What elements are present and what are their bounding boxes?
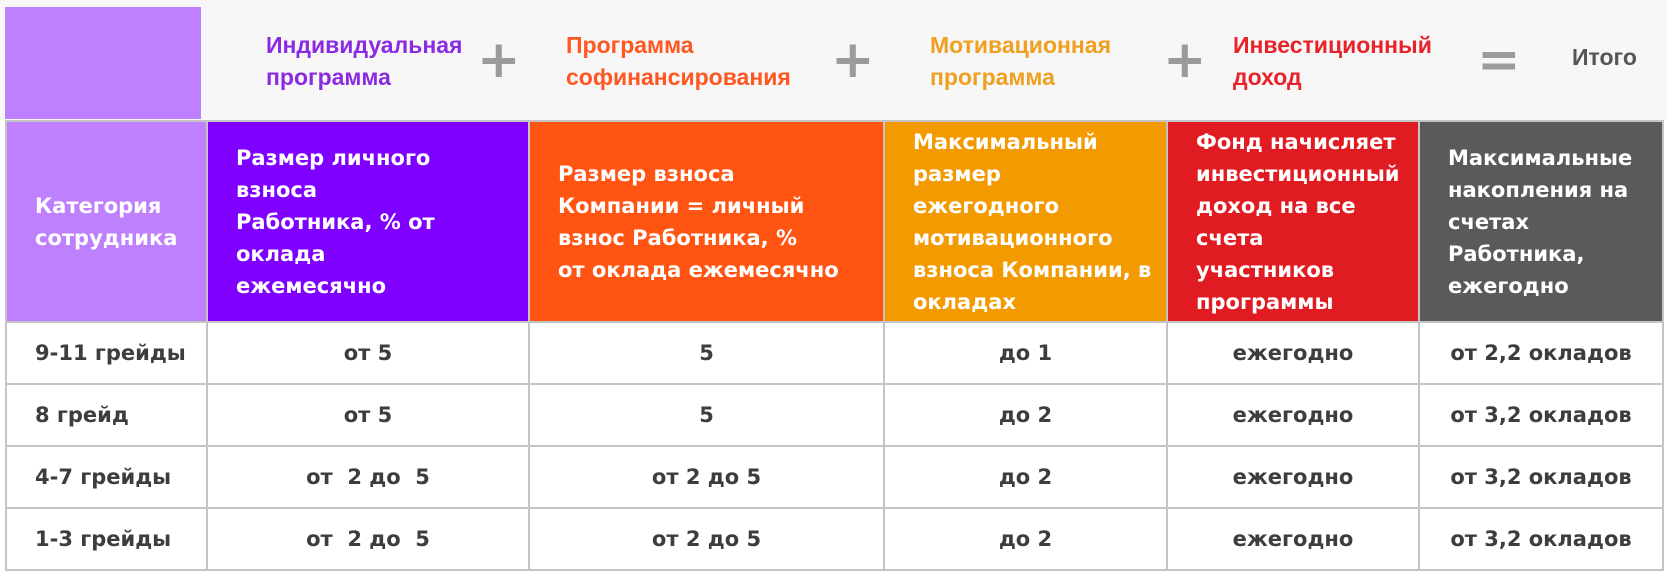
header-motivation-contribution: Максимальный размер ежегодного мотивационного взноса Компании, в окладах xyxy=(884,121,1167,322)
cell-investment-income: ежегодно xyxy=(1167,384,1419,446)
cell-personal-contribution: от 2 до 5 xyxy=(207,508,529,570)
cell-max-savings: от 3,2 окладов xyxy=(1419,508,1663,570)
cell-category: 1-3 грейды xyxy=(6,508,207,570)
cell-company-contribution: от 2 до 5 xyxy=(529,446,884,508)
table-header-row xyxy=(6,121,1663,322)
cofinancing-program-label: Программа софинансирования xyxy=(566,32,791,90)
total-label: Итого xyxy=(1572,44,1637,70)
cell-investment-income: ежегодно xyxy=(1167,508,1419,570)
plus-operator-3: + xyxy=(1163,30,1207,90)
cell-company-contribution: 5 xyxy=(529,384,884,446)
cell-motivation-contribution: до 2 xyxy=(884,508,1167,570)
cell-motivation-contribution: до 2 xyxy=(884,446,1167,508)
savings-program-table xyxy=(5,120,1664,571)
cell-category: 4-7 грейды xyxy=(6,446,207,508)
plus-operator-2: + xyxy=(831,30,875,90)
formula-header xyxy=(0,0,1667,120)
header-company-contribution: Размер взноса Компании = личный взнос Работника, % от оклада ежемесячно xyxy=(529,121,884,322)
table-row xyxy=(6,446,1663,508)
cell-category: 9-11 грейды xyxy=(6,322,207,384)
cell-max-savings: от 3,2 окладов xyxy=(1419,446,1663,508)
cell-motivation-contribution: до 1 xyxy=(884,322,1167,384)
cell-personal-contribution: от 5 xyxy=(207,384,529,446)
cell-personal-contribution: от 5 xyxy=(207,322,529,384)
cell-max-savings: от 3,2 окладов xyxy=(1419,384,1663,446)
cell-max-savings: от 2,2 окладов xyxy=(1419,322,1663,384)
cell-company-contribution: от 2 до 5 xyxy=(529,508,884,570)
table-row xyxy=(6,508,1663,570)
cell-investment-income: ежегодно xyxy=(1167,446,1419,508)
header-investment-income: Фонд начисляет инвестиционный доход на все счета участников программы xyxy=(1167,121,1419,322)
corner-block xyxy=(5,7,201,119)
cell-investment-income: ежегодно xyxy=(1167,322,1419,384)
investment-income-label: Инвестиционный доход xyxy=(1233,32,1432,90)
table-row xyxy=(6,322,1663,384)
cell-motivation-contribution: до 2 xyxy=(884,384,1167,446)
header-personal-contribution: Размер личного взноса Работника, % от оклада ежемесячно xyxy=(207,121,529,322)
cell-personal-contribution: от 2 до 5 xyxy=(207,446,529,508)
plus-operator-1: + xyxy=(477,30,521,90)
header-max-savings: Максимальные накопления на счетах Работника, ежегодно xyxy=(1419,121,1663,322)
header-employee-category: Категория сотрудника xyxy=(6,121,207,322)
cell-company-contribution: 5 xyxy=(529,322,884,384)
individual-program-label: Индивидуальная программа xyxy=(266,32,463,90)
table-row xyxy=(6,384,1663,446)
equals-operator: = xyxy=(1477,30,1521,90)
motivation-program-label: Мотивационная программа xyxy=(930,32,1111,90)
cell-category: 8 грейд xyxy=(6,384,207,446)
